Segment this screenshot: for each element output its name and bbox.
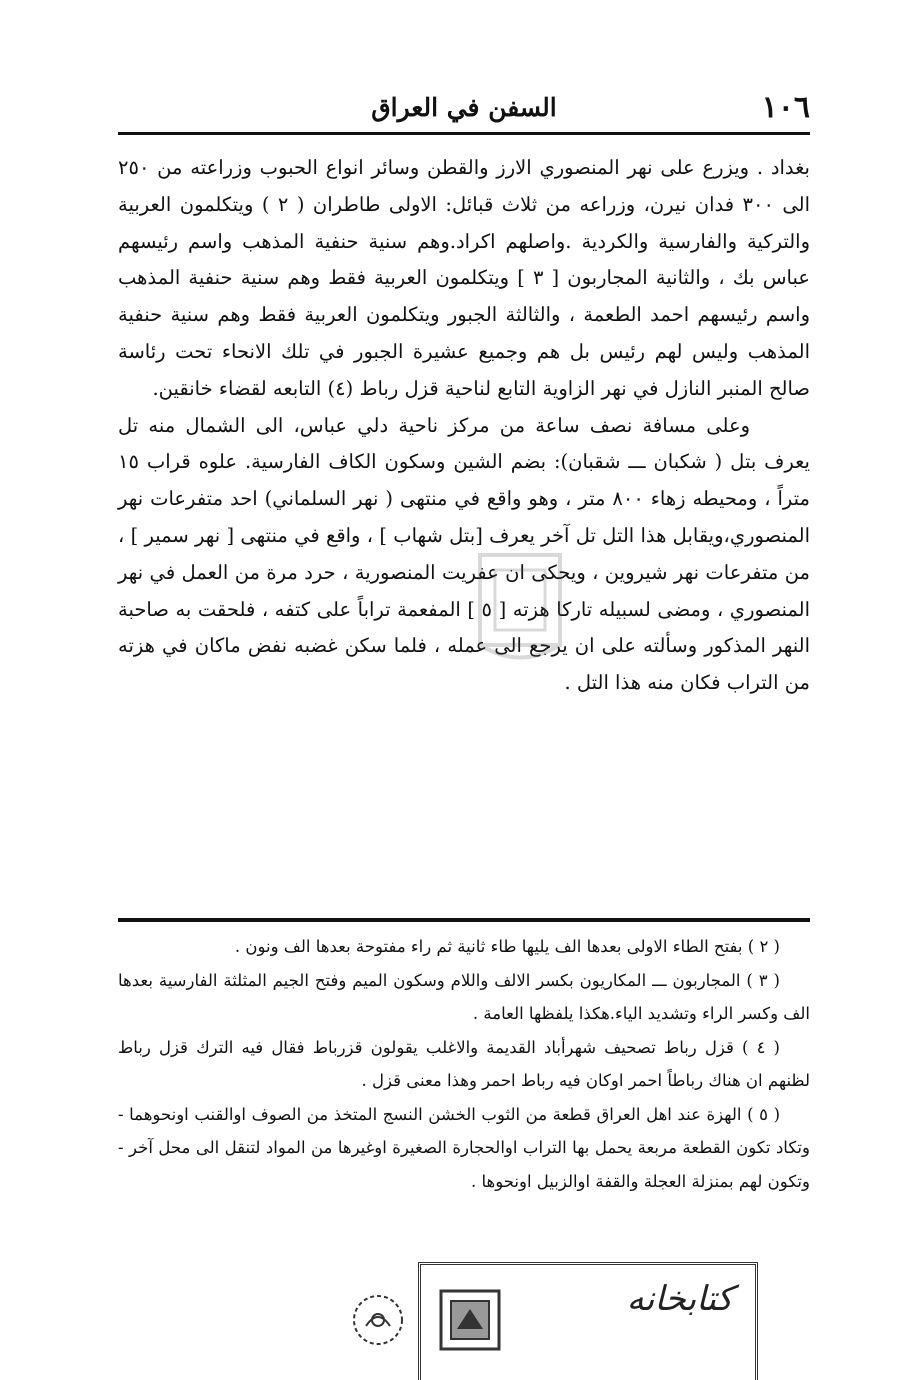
seal-icon (435, 1285, 505, 1355)
footnote: ( ٤ ) قزل رباط تصحيف شهرأباد القديمة والاغلب يقولون قزرباط فقال فيه الترك قزل رباط لظنهم ان هناك رباطاً احمر اوكان فيه رباط احمر وهذا معنى قزل . (118, 1037, 810, 1090)
page-header (118, 88, 810, 128)
library-watermark-icon (460, 545, 580, 665)
footnotes-rule (118, 918, 810, 922)
body-paragraph: بغداد . ويزرع على نهر المنصوري الارز والقطن وسائر انواع الحبوب وزراعته من ٢٥٠ الى ٣٠٠ فدان نيرن، وزراعه من ثلاث قبائل: الاولى طاطران ( ٢ ) ويتكلمون العربية والتركية والفارسية والكردية .واصلهم اكراد.وهم سنية حنفية المذهب واسم رئيسهم عباس بك ، والثانية المجاربون [ ٣ ] ويتكلمون العربية فقط وهم سنية حنفية المذهب واسم رئيسهم احمد الطعمة ، والثالثة الجبور ويتكلمون العربية فقط وهم سنية حنفية المذهب وليس لهم رئيس بل هم وجميع عشيرة الجبور في تلك الانحاء تحت رئاسة صالح المنبر النازل في نهر الزاوية التابع لناحية قزل رباط (٤) التابعه لقضاء خانقين. (118, 156, 810, 400)
footnote: ( ٥ ) الهزة عند اهل العراق قطعة من الثوب الخشن النسج المتخذ من الصوف اوالقنب اونحوهما - وتكاد تكون القطعة مربعة يحمل بها التراب اوالحجارة الصغيرة اوغيرها من المواد لتنقل الى محل آخر - وتكون لهم بمنزلة العجلة والقفة اوالزبيل اونحوها . (118, 1104, 810, 1191)
header-rule (118, 132, 810, 135)
page-number: ١٠٦ (761, 90, 810, 125)
footnote: ( ٣ ) المجاربون ـــ المكاريون بكسر الالف واللام وسكون الميم وفتح الجيم المثلثة الفارسية بعدها الف وكسر الراء وتشديد الياء.هكذا يلفظها العامة . (118, 970, 810, 1023)
running-title: السفن في العراق (371, 93, 557, 122)
footnotes (118, 930, 810, 1198)
footnote: ( ٢ ) بفتح الطاء الاولى بعدها الف يليها طاء ثانية ثم راء مفتوحة بعدها الف ونون . (234, 937, 780, 956)
library-stamp-icon (348, 1290, 408, 1350)
body-paragraph: وعلى مسافة نصف ساعة من مركز ناحية دلي عباس، الى الشمال منه تل يعرف بتل ( شكبان ـــ شقبان): بضم الشين وسكون الكاف الفارسية. علوه قراب ١٥ متراً ، ومحيطه زهاء ٨٠٠ متر ، وهو واقع في منتهى ( نهر السلماني) احد متفرعات نهر المنصوري،ويقابل هذا التل تل آخر يعرف [بتل شهاب ] ، واقع في منتهى [ نهر سمير ] ، من متفرعات نهر شيروين ، ويحكى ان عفريت المنصورية ، حرد مرة من العمل في نهر المنصوري ، ومضى لسبيله تاركا هزته [ ٥ ] المفعمة تراباً على كتفه ، فلحقت به صاحبة النهر المذكور وسألته على ان يرجع الى عمله ، فلما سكن غضبه نفض ماكان في هزته من التراب فكان منه هذا التل . (118, 413, 810, 695)
stamp-handwriting: كتابخانه (626, 1279, 733, 1319)
ownership-stamp (418, 1262, 758, 1380)
